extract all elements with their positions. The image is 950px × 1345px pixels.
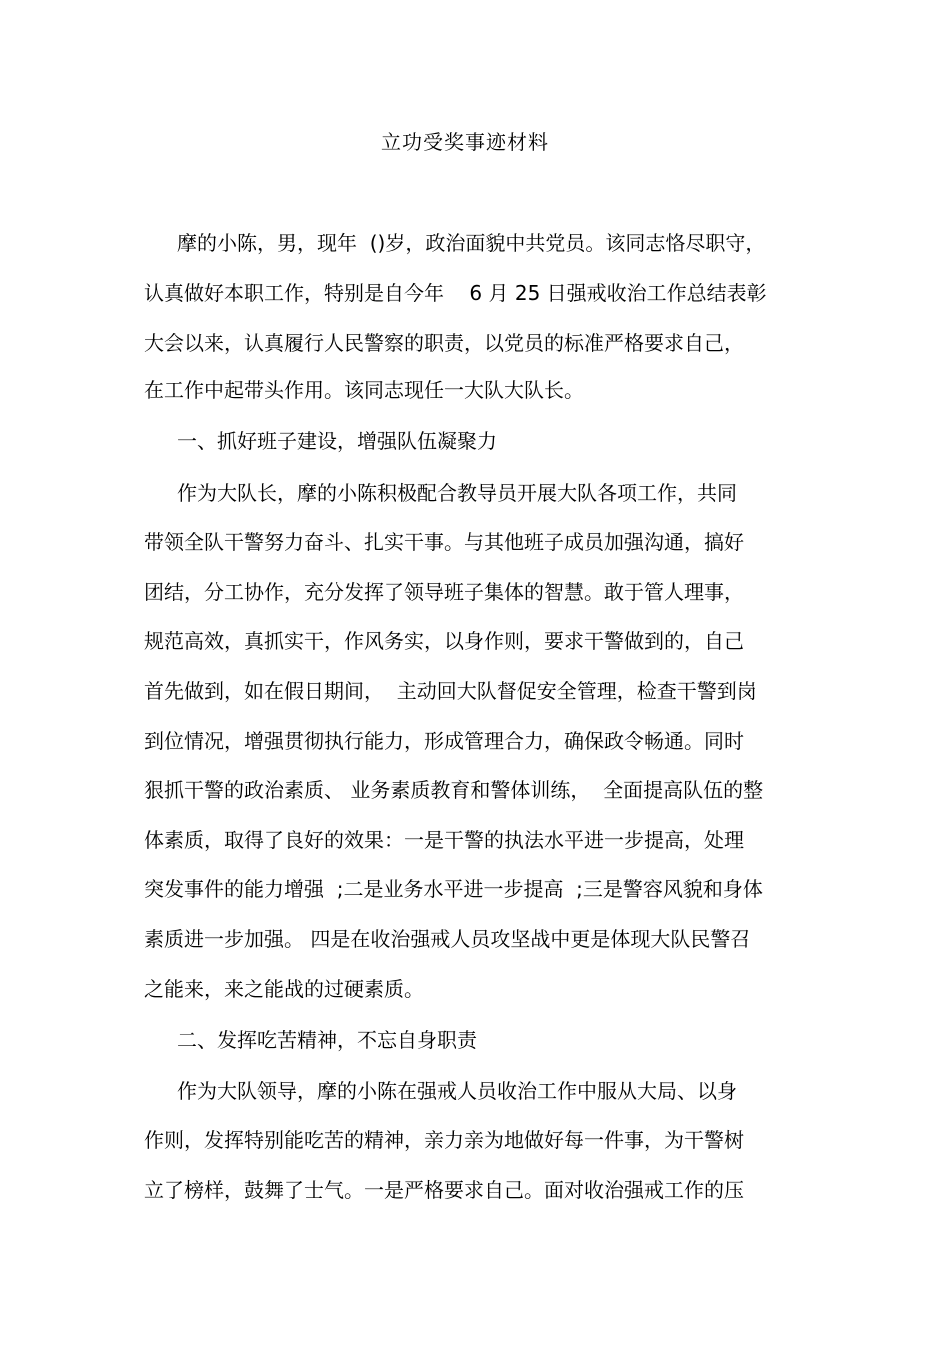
body-line: 之能来，来之能战的过硬素质。 bbox=[144, 977, 424, 1001]
body-line: 首先做到，如在假日期间， 主动回大队督促安全管理，检查干警到岗 bbox=[144, 679, 757, 703]
body-line: 立了榜样，鼓舞了士气。一是严格要求自己。面对收治强戒工作的压 bbox=[144, 1178, 744, 1202]
body-line: 规范高效，真抓实干，作风务实，以身作则，要求干警做到的，自己 bbox=[144, 629, 744, 653]
body-line: 作为大队长，摩的小陈积极配合教导员开展大队各项工作，共同 bbox=[177, 481, 737, 505]
body-line: 团结，分工协作，充分发挥了领导班子集体的智慧。敢于管人理事， bbox=[144, 580, 744, 604]
section-heading: 二、发挥吃苦精神，不忘自身职责 bbox=[177, 1028, 477, 1052]
body-line: 狠抓干警的政治素质、 业务素质教育和警体训练， 全面提高队伍的整 bbox=[144, 778, 764, 802]
document-title: 立功受奖事迹材料 bbox=[381, 130, 549, 154]
section-heading: 一、抓好班子建设，增强队伍凝聚力 bbox=[177, 429, 497, 453]
body-line: 大会以来，认真履行人民警察的职责，以党员的标准严格要求自己， bbox=[144, 331, 744, 355]
body-line: 到位情况，增强贯彻执行能力，形成管理合力，确保政令畅通。同时 bbox=[144, 729, 744, 753]
body-line: 体素质，取得了良好的效果：一是干警的执法水平进一步提高，处理 bbox=[144, 828, 744, 852]
body-line: 摩的小陈，男，现年 ()岁，政治面貌中共党员。该同志恪尽职守， bbox=[177, 231, 766, 255]
body-line: 认真做好本职工作，特别是自今年 6 月 25 日强戒收治工作总结表彰 bbox=[144, 281, 767, 305]
body-line: 突发事件的能力增强 ;二是业务水平进一步提高 ;三是警容风貌和身体 bbox=[144, 877, 763, 901]
body-line: 带领全队干警努力奋斗、扎实干事。与其他班子成员加强沟通，搞好 bbox=[144, 530, 744, 554]
body-line: 在工作中起带头作用。该同志现任一大队大队长。 bbox=[144, 378, 584, 402]
body-line: 素质进一步加强。 四是在收治强戒人员攻坚战中更是体现大队民警召 bbox=[144, 927, 751, 951]
body-line: 作则，发挥特别能吃苦的精神，亲力亲为地做好每一件事，为干警树 bbox=[144, 1128, 744, 1152]
body-line: 作为大队领导，摩的小陈在强戒人员收治工作中服从大局、以身 bbox=[177, 1079, 737, 1103]
